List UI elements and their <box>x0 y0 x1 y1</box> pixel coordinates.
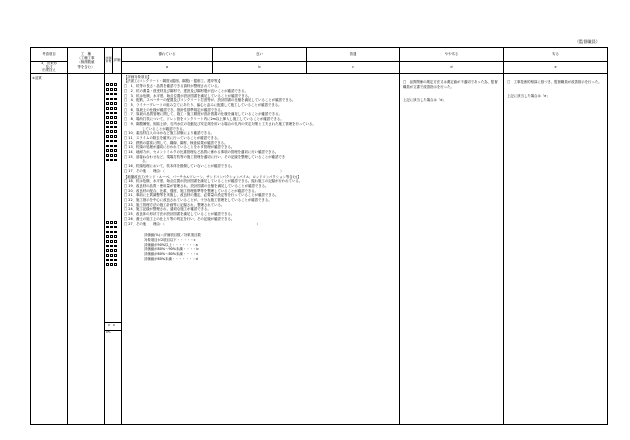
checkbox-group <box>106 111 118 115</box>
checkbox-group <box>106 92 118 96</box>
grade-c: 普通 <box>307 48 400 62</box>
checkbox[interactable] <box>106 102 109 105</box>
checkbox[interactable] <box>110 149 113 152</box>
checkbox[interactable] <box>110 226 113 229</box>
evaluation-sheet <box>30 47 608 425</box>
checkbox-group <box>106 106 118 110</box>
grade-b: 良い <box>213 48 307 62</box>
checkbox-group <box>106 144 118 148</box>
checkbox[interactable] <box>114 93 117 96</box>
checkbox[interactable] <box>106 149 109 152</box>
checkbox[interactable] <box>114 145 117 148</box>
grade-d: やや劣る <box>400 48 504 62</box>
checkbox-group <box>106 263 118 267</box>
checkbox[interactable] <box>106 159 109 162</box>
checkbox[interactable] <box>110 140 113 143</box>
checkbox[interactable] <box>114 130 117 133</box>
criteria-item-b-4: □ 14．地耐力が、セメントミルクの比重管理など品質に係わる事項の管理を適切に行い確認できる。 <box>124 150 279 155</box>
checkbox-group <box>106 83 118 87</box>
checkbox[interactable] <box>114 107 117 110</box>
grade-e: 劣る <box>504 48 608 62</box>
checkbox-group <box>106 253 118 257</box>
checkbox-group <box>106 149 118 153</box>
checkbox-group <box>106 87 118 91</box>
section1-subtitle: 【法面工(コンクリート・鋼管)(掘削、鋼製)・掘削工、護岸等)】 <box>124 79 223 84</box>
criteria-item-d-3: □ 21．事前に土質調整等を実施し、改良材の選定、必要量の設定等を行っていることが確認できる。 <box>124 193 279 198</box>
criteria-item-d-2: □ 20．改良材の配合、比重、強度、施工管理基準等を整理していることが確認できる。 <box>124 188 259 193</box>
criteria-item-d-7: □ 25．改良体の形状寸法が設計図書を満足していることが確認できる。 <box>124 212 235 217</box>
evaluation-row: 評価値が80%～90%未満・・・・b <box>144 247 199 252</box>
evaluation-formula: 評価値(%)＝評価項目数／対象項目数 対象項目が2項目以下・・・・・c 評価値が90%以上・・・・・・・a 評価値が80%～90%未満・・・・b 評価値が60%～80%未満・・・・c 評価値が60%未満・・・・・・・d <box>124 233 397 261</box>
criteria-item-8: □ 9．鋼製擁壁、固結土砂、石内水位の変動及び安定剤を用いる場合の孔内の安定対策と工夫された施工管理を行っている。 <box>124 121 316 126</box>
checkbox[interactable] <box>106 135 109 138</box>
checkbox[interactable] <box>114 235 117 238</box>
checkbox[interactable] <box>114 154 117 157</box>
checkbox[interactable] <box>110 159 113 162</box>
checkbox[interactable] <box>106 240 109 243</box>
percent-box: 0 0 0% <box>105 322 121 331</box>
criteria-d: □ 品質関係の測定方法又は測定値が不適切であった為、監督職員が文書で改善指示を行った。 上記に該当した場合は「d」 <box>400 73 504 424</box>
criteria-item-3: □ 4．配筋、スペーサーの配置及びコンクリート打設等が、設計図書の仕様を満足していることが確認できる。 <box>124 98 296 103</box>
checkbox[interactable] <box>106 145 109 148</box>
letter-e: e <box>504 62 608 74</box>
evaluation-row: 評価値が90%以上・・・・・・・a <box>144 242 198 247</box>
checkbox[interactable] <box>114 121 117 124</box>
sub-category: ②品質 <box>31 73 68 424</box>
checkbox[interactable] <box>106 221 109 224</box>
checkbox[interactable] <box>114 135 117 138</box>
checkbox[interactable] <box>114 116 117 119</box>
checkbox[interactable] <box>106 231 109 234</box>
work-type-cell <box>68 73 105 424</box>
checkbox[interactable] <box>110 221 113 224</box>
percent-label: 0% <box>106 329 111 334</box>
checkbox[interactable] <box>114 126 117 129</box>
checkbox[interactable] <box>106 83 109 86</box>
checkbox[interactable] <box>114 245 117 248</box>
checkbox[interactable] <box>106 245 109 248</box>
criteria-item-6: □ 7．原坂の品質管理に関して、施工・施工精度が設計図書の仕様を満足していることが確認できる。 <box>124 112 282 117</box>
criteria-text: 【評価対象項目】 【法面工(コンクリート・鋼管)(掘削、鋼製)・掘削工、護岸等)】 □ 1．杭等の長さ・品質を確認できる資料が整理されている。 □ 2．杭の測量・仮受材及び鋼材で、建設及び鋼材製が良いことが確認できる。 □ 3．杭は危険、水平度、始点位置が設計図書を満足していることが確認できる。 □ 4．配筋、スペーサーの配置及びコンクリート打設等が、設計図書の仕様を満足していることが確認できる。 □ 5．ライナープレートの組み立てにあたり、偏心と歪みに配慮して施工していることが確認できる。 □ 6．原坂土の仕様が確認でき、指針性基準規定が確認できる。 □ 7．原坂の品質管理に関して、施工・施工精度が設計図書の仕様を満足していることが確認できる。 □ 8．場所打杭について、ドレン管をコンクリート内に2m以上挿入し施工していることが確認できる。 □ 9．鋼製擁壁、固結土砂、石内水位の変動及び安定剤を用いる場合の孔内の安定対策と工夫された施工管理を行っている。 していることが確認できる。 □ 10．素詰材注入のはかなど施工試験により確認できる。 □ 11．スライムの除去を確実に行っていることが確認できる。 □ 12．鉄筋の腐食に関して、鋼線、鋼材、検査結果が確認できる。 □ 13．杭頭の処理が適切に行われていることをホタ管理が確認できる。 □ 14．地耐力が、セメントミルクの比重管理など品質に係わる事項の管理を適切に行い確認できる。 □ 15．溶接ね合わせなど、現場打杭等の施工管理を適切に行い、その記録を整理していることが確認でき る。 □ 16．杭頭処理において、杭本体を損傷していないことが確認できる。 □ 17．その他 理由：（ ） 【地盤改良工(サンド・ルーペ、バーチカルドレーン、サンドコンパクションパイル、ロッドコンパクション等含む)】 □ 18．杭は危険、水平度、始点位置が設計図書を満足していることが確認できる。振れ施工の記録が行われている。 □ 19．改良材の品質・使用量が管理され、設計図書の仕様を満足していることが確認できる。 □ 20．改良材の配合、比重、強度、施工管理基準等を整理していることが確認できる。 □ 21．事前に土質調整等を実施し、改良材の選定、必要量の設定等を行っていることが確認できる。 □ 22．施工指示を中心に改良されていることが、十分な施工管理をしていることが確認できる。 □ 23．施工管理方法の施工計画等に記録され、整理されている。 □ 24．施工記録が整理され、適切な施工が確認できる。 □ 25．改良体の形状寸法が設計図書を満足していることが確認できる。 □ 26．潜土の施工上の仕上り等の判定を行い、その記録が確認できる。 □ 27．その他 理由：（ ） 評価値(%)＝評価項目数／対象項目数 対象項目が2項目以下・・・・・c 評価値が90%以上・・・・・・・a 評価値が80%～90%未満・・・・b 評価値が60%～80%未満・・・・c 評価値が60%未満・・・・・・・d <box>122 73 400 424</box>
checkbox-group <box>106 139 118 143</box>
criteria-item-b-3: □ 13．杭頭の処理が適切に行われていることをホタ管理が確認できる。 <box>124 145 235 150</box>
checkbox-group <box>106 230 118 234</box>
checkbox-group <box>106 102 118 106</box>
checkbox[interactable] <box>114 254 117 257</box>
checkbox[interactable] <box>106 121 109 124</box>
evaluation-row: 評価値が60%～80%未満・・・・c <box>144 252 199 257</box>
checkbox[interactable] <box>110 254 113 257</box>
checkbox[interactable] <box>110 263 113 266</box>
checkbox[interactable] <box>106 254 109 257</box>
checkbox[interactable] <box>110 126 113 129</box>
criteria-item-c-1: □ 17．その他 理由：（ ） <box>124 168 284 173</box>
header-category: 考査項目 <box>31 48 68 62</box>
checkbox[interactable] <box>114 112 117 115</box>
criteria-item-d-9: □ 27．その他 理由：（ ） <box>124 221 260 226</box>
checkbox-group <box>106 153 118 157</box>
checkbox[interactable] <box>106 93 109 96</box>
checkbox[interactable] <box>110 88 113 91</box>
criteria-e: □ 工事技術的相談に基づき、監督職員が改善指示を行った。 上記に該当した場合は「e」 <box>504 73 608 424</box>
criteria-item-b-0: □ 10．素詰材注入のはかなど施工試験により確認できる。 <box>124 131 214 136</box>
checkbox[interactable] <box>110 112 113 115</box>
checkbox-column <box>105 73 122 424</box>
criteria-item-d-0: □ 18．杭は危険、水平度、始点位置が設計図書を満足していることが確認できる。振れ施工の記録が行われている。 <box>124 179 303 184</box>
criteria-item-c-0: □ 16．杭頭処理において、杭本体を損傷していないことが確認できる。 <box>124 164 235 169</box>
criteria-item-4: □ 5．ライナープレートの組み立てにあたり、偏心と歪みに配慮して施工していることが確認できる。 <box>124 103 282 107</box>
checkbox-group <box>106 130 118 134</box>
evaluation-row: 評価値が60%未満・・・・・・・d <box>144 256 198 261</box>
letter-a: a <box>122 62 213 74</box>
checkbox[interactable] <box>106 98 109 101</box>
checkbox[interactable] <box>110 116 113 119</box>
checkbox[interactable] <box>114 259 117 262</box>
checkbox[interactable] <box>114 88 117 91</box>
checkbox[interactable] <box>110 154 113 157</box>
checkbox[interactable] <box>106 226 109 229</box>
criteria-item-d-4: □ 22．施工指示を中心に改良されていることが、十分な施工管理をしていることが確認できる。 <box>124 198 272 203</box>
checkbox[interactable] <box>114 249 117 252</box>
criteria-item-b-5: □ 15．溶接ね合わせなど、現場打杭等の施工管理を適切に行い、その記録を整理していることが確認でき <box>124 154 286 159</box>
letter-b: b <box>213 62 307 74</box>
header-target: 評価対象 <box>105 48 113 74</box>
section-title: 【評価対象項目】 <box>124 74 152 79</box>
checkbox[interactable] <box>114 226 117 229</box>
checkbox-group <box>106 220 118 224</box>
checkbox[interactable] <box>110 130 113 133</box>
checkbox-group <box>106 134 118 138</box>
checkbox[interactable] <box>110 249 113 252</box>
checkbox[interactable] <box>114 102 117 105</box>
checkbox[interactable] <box>114 140 117 143</box>
header-note: （監督職員） <box>574 39 600 44</box>
criteria-item-0: □ 1．杭等の長さ・品質を確認できる資料が整理されている。 <box>124 84 221 89</box>
checkbox[interactable] <box>110 98 113 101</box>
checkbox-group <box>106 158 118 162</box>
checkbox[interactable] <box>106 130 109 133</box>
checkbox-group <box>106 125 118 129</box>
checkbox-group <box>106 249 118 253</box>
checkbox[interactable] <box>114 159 117 162</box>
checkbox[interactable] <box>106 126 109 129</box>
checkbox[interactable] <box>110 235 113 238</box>
criteria-item-2: □ 3．杭は危険、水平度、始点位置が設計図書を満足していることが確認できる。 <box>124 93 252 98</box>
checkbox-group <box>106 235 118 239</box>
checkbox[interactable] <box>110 259 113 262</box>
checkbox[interactable] <box>110 93 113 96</box>
section2-subtitle: 【地盤改良工(サンド・ルーペ、バーチカルドレーン、サンドコンパクションパイル、ロッドコンパクション等含む)】 <box>124 174 301 179</box>
checkbox[interactable] <box>110 245 113 248</box>
criteria-item-d-1: □ 19．改良材の品質・使用量が管理され、設計図書の仕様を満足していることが確認できる。 <box>124 183 269 188</box>
criteria-item-5: □ 6．原坂土の仕様が確認でき、指針性基準規定が確認できる。 <box>124 107 225 112</box>
checkbox-group <box>106 244 118 248</box>
criteria-item-b-1: □ 11．スライムの除去を確実に行っていることが確認できる。 <box>124 135 221 140</box>
checkbox[interactable] <box>114 149 117 152</box>
checkbox[interactable] <box>106 154 109 157</box>
checkbox-group <box>106 116 118 120</box>
checkbox-group <box>106 239 118 243</box>
checkbox[interactable] <box>110 145 113 148</box>
checkbox[interactable] <box>106 235 109 238</box>
checkbox[interactable] <box>114 98 117 101</box>
letter-c: c <box>307 62 400 74</box>
checkbox[interactable] <box>106 259 109 262</box>
checkbox[interactable] <box>106 88 109 91</box>
checkbox[interactable] <box>106 116 109 119</box>
checkbox[interactable] <box>110 231 113 234</box>
checkbox[interactable] <box>114 240 117 243</box>
checkbox[interactable] <box>114 263 117 266</box>
criteria-item-b-2: □ 12．鉄筋の腐食に関して、鋼線、鋼材、検査結果が確認できる。 <box>124 140 228 145</box>
checkbox-group <box>106 120 118 124</box>
checkbox[interactable] <box>106 263 109 266</box>
checkbox[interactable] <box>110 121 113 124</box>
criteria-item-7: □ 8．場所打杭について、ドレン管をコンクリート内に2m以上挿入し施工していることが確認できる。 <box>124 117 284 122</box>
criteria-item-1: □ 2．杭の測量・仮受材及び鋼材で、建設及び鋼材製が良いことが確認できる。 <box>124 88 248 93</box>
checkbox-group <box>106 258 118 262</box>
checkbox[interactable] <box>106 107 109 110</box>
checkbox[interactable] <box>114 83 117 86</box>
grade-a: 優れている <box>122 48 213 62</box>
checkbox[interactable] <box>114 221 117 224</box>
checkbox[interactable] <box>110 83 113 86</box>
checkbox[interactable] <box>106 112 109 115</box>
header-score: 評価 <box>113 48 122 74</box>
checkbox[interactable] <box>110 107 113 110</box>
checkbox[interactable] <box>114 231 117 234</box>
evaluation-row: 対象項目が2項目以下・・・・・c <box>144 237 196 242</box>
checkbox[interactable] <box>106 140 109 143</box>
criteria-item-d-8: □ 26．潜土の施工上の仕上り等の判定を行い、その記録が確認できる。 <box>124 216 235 221</box>
checkbox-group <box>106 97 118 101</box>
criteria-item-d-6: □ 24．施工記録が整理され、適切な施工が確認できる。 <box>124 207 211 212</box>
header-work-type: 工 種 （工種工事 （検測数値 等を含む） <box>68 48 105 74</box>
checkbox[interactable] <box>106 249 109 252</box>
criteria-item-d-5: □ 23．施工管理方法の施工計画等に記録され、整理されている。 <box>124 202 225 207</box>
checkbox-group <box>106 225 118 229</box>
checkbox[interactable] <box>110 135 113 138</box>
letter-d: d <box>400 62 504 74</box>
checkbox[interactable] <box>110 102 113 105</box>
checkbox[interactable] <box>110 240 113 243</box>
category-name: 3．出来形 及び 出来ばえ <box>31 62 68 74</box>
